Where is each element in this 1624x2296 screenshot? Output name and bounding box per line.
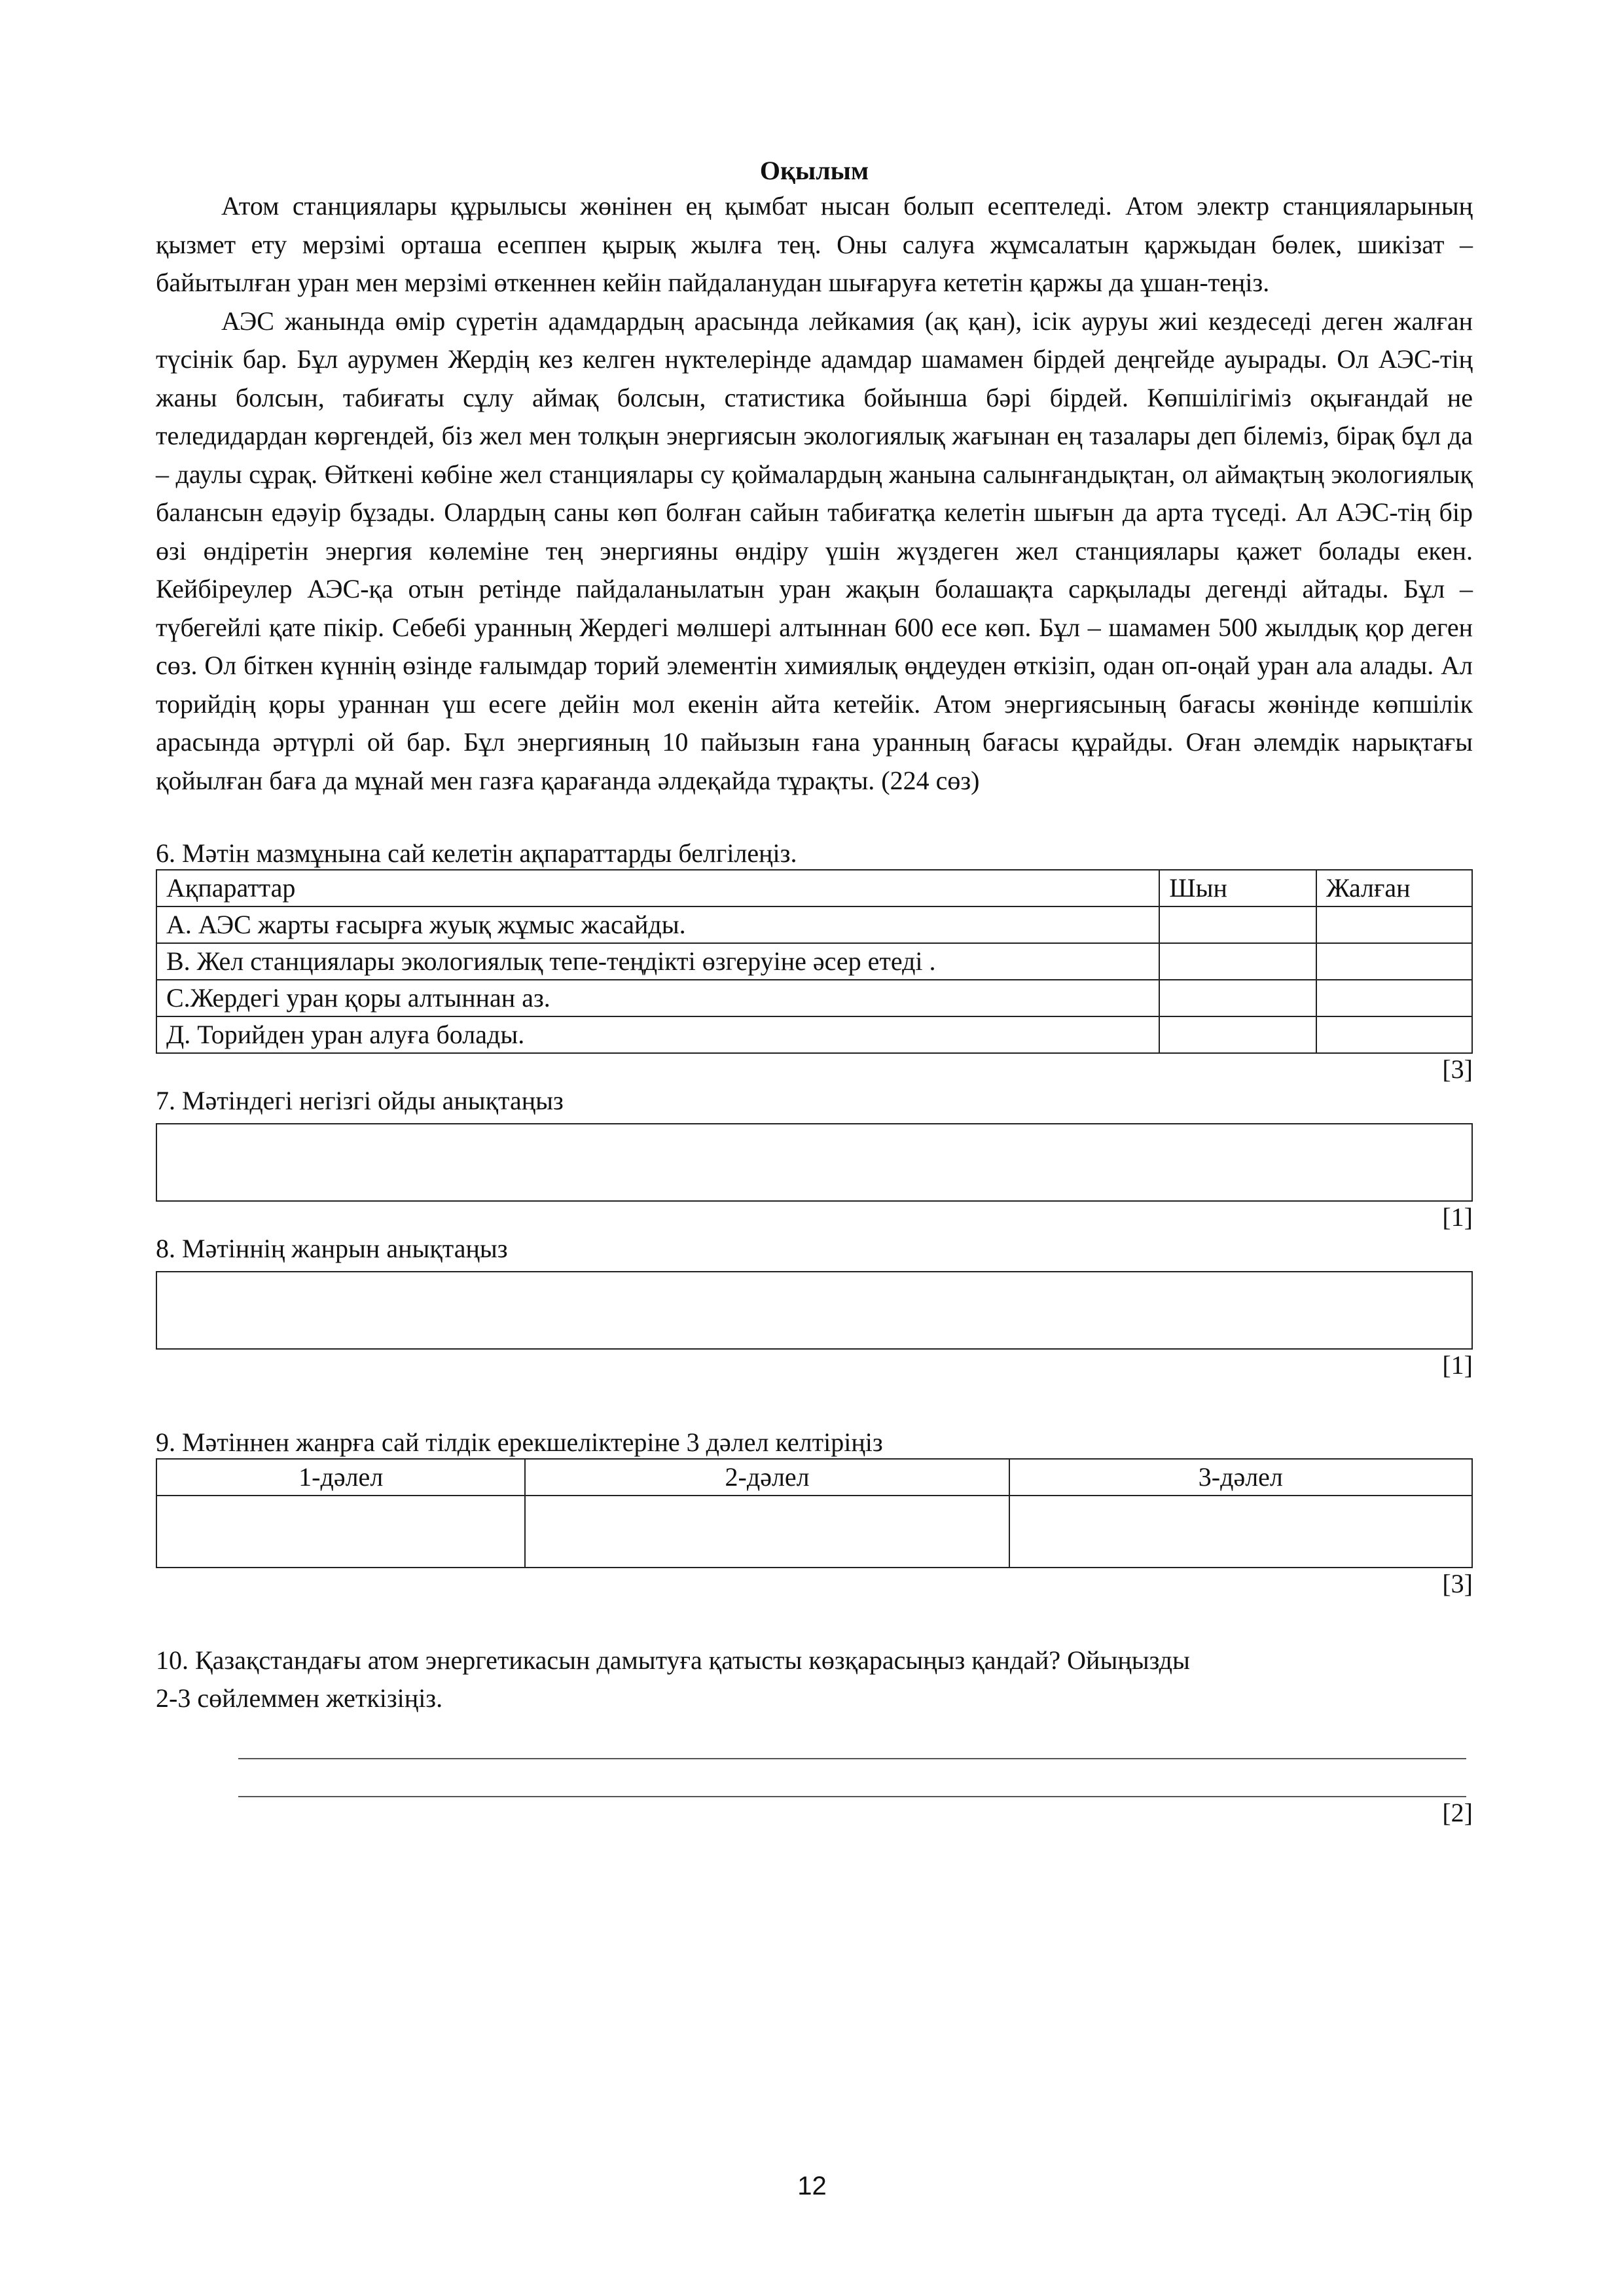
question-6-table (156, 869, 1473, 1054)
answer-cell-true[interactable] (1159, 943, 1316, 980)
question-10-prompt-line-2: 2-3 сөйлеммен жеткізіңіз. (156, 1683, 443, 1713)
statement-d: Д. Торийден уран алуға болады. (156, 1016, 1159, 1053)
statement-a: А. АЭС жарты ғасырға жуық жұмыс жасайды. (156, 906, 1159, 943)
answer-cell-true[interactable] (1159, 1016, 1316, 1053)
answer-cell-false[interactable] (1316, 980, 1472, 1016)
answer-cell-false[interactable] (1316, 943, 1472, 980)
header-false: Жалған (1316, 870, 1472, 906)
table-row (156, 943, 1472, 980)
table-row (156, 1016, 1472, 1053)
statement-c: С.Жердегі уран қоры алтыннан аз. (156, 980, 1159, 1016)
header-evidence-3: 3-дәлел (1009, 1459, 1472, 1496)
question-8-answer-box[interactable] (156, 1271, 1473, 1350)
evidence-1-cell[interactable] (156, 1496, 525, 1568)
table-row (156, 980, 1472, 1016)
reading-title: Оқылым (759, 156, 869, 185)
worksheet-page (156, 154, 1473, 1829)
table-row (156, 1496, 1472, 1568)
table-row (156, 906, 1472, 943)
answer-line-2[interactable] (238, 1759, 1466, 1797)
question-9-prompt: 9. Мәтіннен жанрға сай тілдік ерекшеліктеріне 3 дәлел келтіріңіз (156, 1427, 883, 1457)
question-10-prompt-line-1: 10. Қазақстандағы атом энергетикасын дамытуға қатысты көзқарасыңыз қандай? Ойыңызды (156, 1645, 1190, 1675)
page-number: 12 (797, 2172, 827, 2200)
answer-line-1[interactable] (238, 1721, 1466, 1759)
answer-cell-false[interactable] (1316, 1016, 1472, 1053)
answer-cell-true[interactable] (1159, 906, 1316, 943)
question-8-prompt: 8. Мәтіннің жанрын анықтаңыз (156, 1234, 508, 1263)
question-7-prompt: 7. Мәтіндегі негізгі ойды анықтаңыз (156, 1086, 564, 1115)
header-true: Шын (1159, 870, 1316, 906)
question-7-answer-box[interactable] (156, 1123, 1473, 1202)
table-header-row (156, 870, 1472, 906)
table-header-row (156, 1459, 1472, 1496)
reading-paragraph-1: Атом станциялары құрылысы жөнінен ең қымбат нысан болып есептеледі. Атом электр станцияларының қызмет ету мерзімі орташа есеппен қырық жылға тең. Оны салуға жұмсалатын қаржыдан бөлек, шикізат – байытылған уран мен мерзімі өткеннен кейін пайдаланудан шығаруға кететін қаржы да ұшан-теңіз. (156, 191, 1473, 297)
answer-cell-false[interactable] (1316, 906, 1472, 943)
answer-cell-true[interactable] (1159, 980, 1316, 1016)
evidence-3-cell[interactable] (1009, 1496, 1472, 1568)
header-evidence-2: 2-дәлел (525, 1459, 1009, 1496)
question-8-score: [1] (1442, 1350, 1473, 1380)
question-9-score: [3] (1442, 1569, 1473, 1598)
header-evidence-1: 1-дәлел (156, 1459, 525, 1496)
evidence-2-cell[interactable] (525, 1496, 1009, 1568)
question-6-score: [3] (1442, 1054, 1473, 1084)
question-7-score: [1] (1442, 1202, 1473, 1232)
question-10-score: [2] (1442, 1798, 1473, 1827)
question-9-table (156, 1458, 1473, 1568)
question-6-prompt: 6. Мәтін мазмұнына сай келетін ақпараттарды белгілеңіз. (156, 838, 797, 868)
statement-b: В. Жел станциялары экологиялық тепе-теңдікті өзгеруіне әсер етеді . (156, 943, 1159, 980)
header-info: Ақпараттар (156, 870, 1159, 906)
reading-paragraph-2: АЭС жанында өмір сүретін адамдардың арасында лейкамия (ақ қан), ісік ауруы жиі кездеседі деген жалған түсінік бар. Бұл аурумен Жердің кез келген нүктелерінде адамдар шамамен бірдей деңгейде ауырады. Ол АЭС-тің жаны болсын, табиғаты сұлу аймақ болсын, статистика бойынша бәрі бірдей. Көпшілігіміз оқығандай не теледидардан көргендей, біз жел мен толқын энергиясын экологиялық жағынан ең тазалары деп білеміз, бірақ бұл да – даулы сұрақ. Өйткені көбіне жел станциялары су қоймалардың жанына салынғандықтан, ол аймақтың экологиялық балансын едәуір бұзады. Олардың саны көп болған сайын табиғатқа келетін шығын да арта түседі. Ал АЭС-тің бір өзі өндіретін энергия көлеміне тең энергияны өндіру үшін жүздеген жел станциялары қажет болады екен. Кейбіреулер АЭС-қа отын ретінде пайдаланылатын уран жақын болашақта сарқылады дегенді айтады. Бұл – түбегейлі қате пікір. Себебі уранның Жердегі мөлшері алтыннан 600 есе көп. Бұл – шамамен 500 жылдық қор деген сөз. Ол біткен күннің өзінде ғалымдар торий элементін химиялық өңдеуден өткізіп, одан оп-оңай уран ала алады. Ал торийдің қоры ураннан үш есеге дейін мол екенін айта кетейік. Атом энергиясының бағасы жөнінде көпшілік арасында әртүрлі ой бар. Бұл энергияның 10 пайызын ғана уранның бағасы құрайды. Оған әлемдік нарықтағы қойылған баға да мұнай мен газға қарағанда әлдеқайда тұрақты. (224 сөз) (156, 306, 1473, 795)
